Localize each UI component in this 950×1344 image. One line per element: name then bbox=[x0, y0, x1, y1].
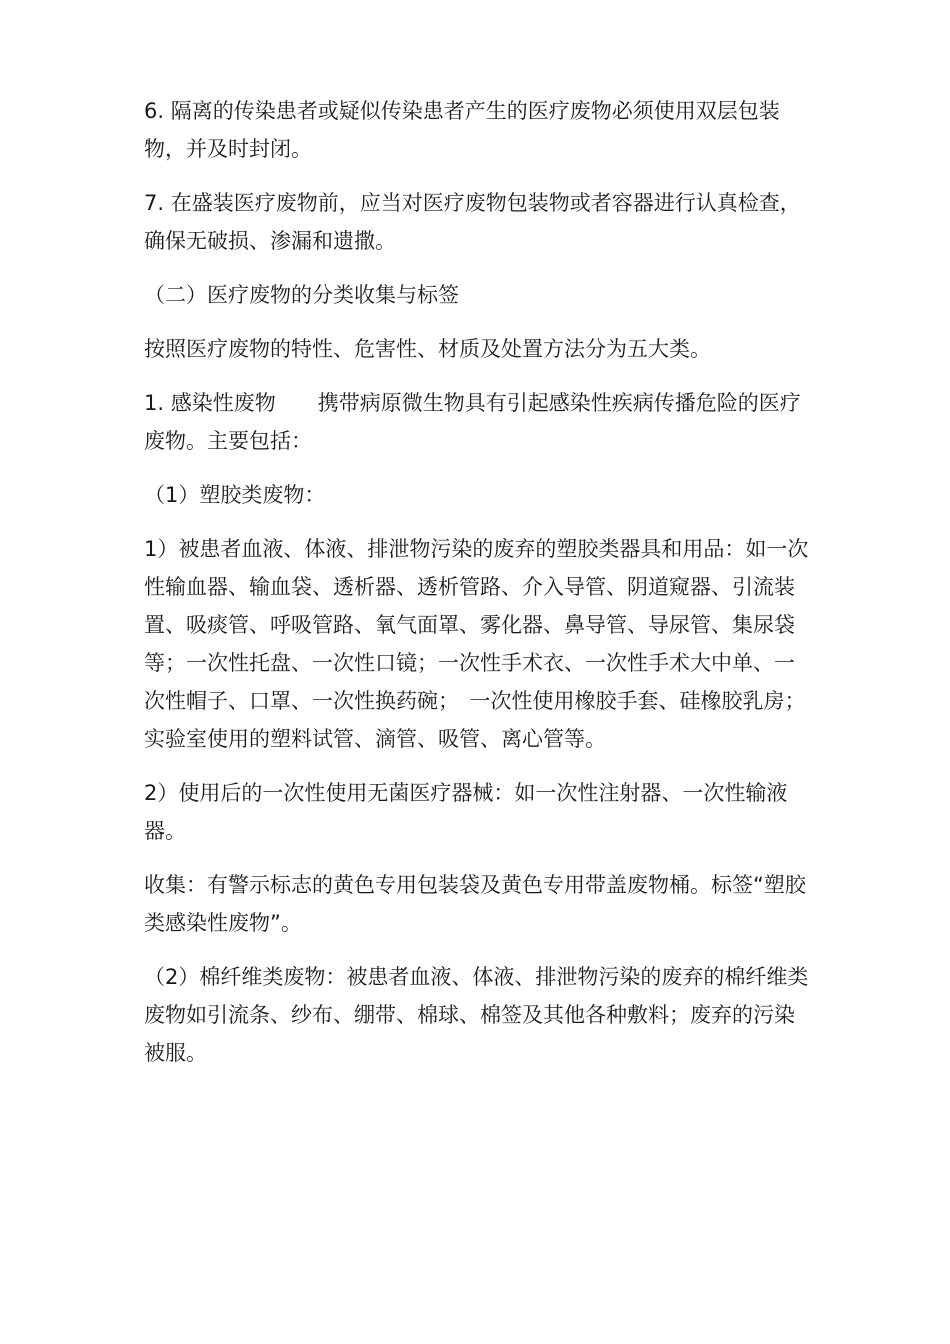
cotton-fiber-waste: （2）棉纤维类废物：被患者血液、体液、排泄物污染的废弃的棉纤维类废物如引流条、纱布、绷带、棉球、棉签及其他各种敷料；废弃的污染被服。 bbox=[144, 965, 809, 1065]
classification-intro: 按照医疗废物的特性、危害性、材质及处置方法分为五大类。 bbox=[144, 337, 711, 361]
infectious-waste-definition: 1. 感染性废物 携带病原微生物具有引起感染性疾病传播危险的医疗废物。主要包括： bbox=[144, 391, 801, 453]
paragraph-item-6: 6. 隔离的传染患者或疑似传染患者产生的医疗废物必须使用双层包装物，并及时封闭。 bbox=[144, 99, 780, 161]
collection-label-note: 收集：有警示标志的黄色专用包装袋及黄色专用带盖废物桶。标签“塑胶类感染性废物”。 bbox=[144, 873, 806, 935]
plastic-waste-item-1: 1）被患者血液、体液、排泄物污染的废弃的塑胶类器具和用品：如一次性输血器、输血袋、透析器、透析管路、介入导管、阴道窥器、引流装置、吸痰管、呼吸管路、氧气面罩、雾化器、鼻导管、导尿管、集尿袋等；一次性托盘、一次性口镜；一次性手术衣、一次性手术大中单、一次性帽子、口罩、一次性换药碗； 一次性使用橡胶手套、硅橡胶乳房；实验室使用的塑料试管、滴管、吸管、离心管等。 bbox=[144, 537, 809, 751]
section-heading: （二）医疗废物的分类收集与标签 bbox=[144, 283, 459, 307]
paragraph-item-7: 7. 在盛装医疗废物前，应当对医疗废物包装物或者容器进行认真检查，确保无破损、渗漏和遗撒。 bbox=[144, 191, 801, 253]
plastic-waste-item-2: 2）使用后的一次性使用无菌医疗器械：如一次性注射器、一次性输液器。 bbox=[144, 781, 788, 843]
document-body bbox=[144, 92, 814, 1088]
plastic-waste-heading: （1）塑胶类废物： bbox=[144, 483, 326, 507]
